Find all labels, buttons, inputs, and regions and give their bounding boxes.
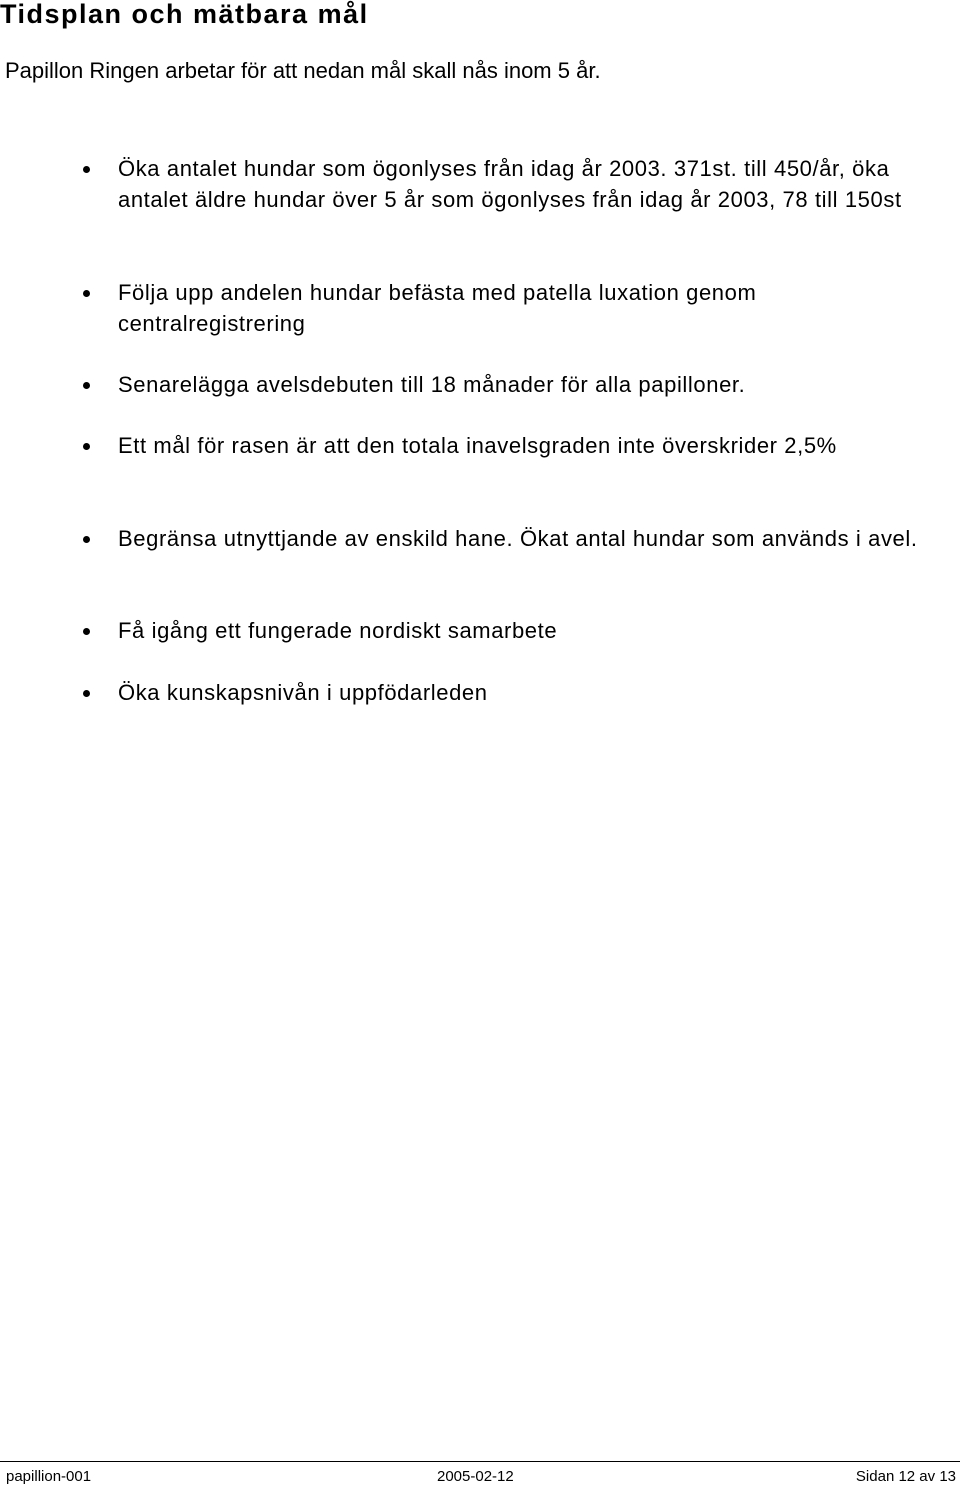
bullet-icon: [83, 290, 90, 297]
page-title: Tidsplan och mätbara mål: [0, 0, 369, 29]
goal-text: Följa upp andelen hundar befästa med patella luxation genom centralregistrering: [118, 280, 757, 336]
footer-document-id: papillion-001: [6, 1468, 92, 1485]
goal-text: Ett mål för rasen är att den totala inavelsgraden inte överskrider 2,5%: [118, 433, 837, 458]
bullet-icon: [83, 443, 90, 450]
goal-text: Begränsa utnyttjande av enskild hane. Ökat antal hundar som används i avel.: [118, 526, 918, 551]
goal-text: Senarelägga avelsdebuten till 18 månader för alla papilloner.: [118, 372, 746, 397]
goal-text: Öka antalet hundar som ögonlyses från idag år 2003. 371st. till 450/år, öka antalet äldre hundar över 5 år som ögonlyses från idag år 2003, 78 till 150st: [118, 156, 902, 212]
goal-text: Få igång ett fungerade nordiskt samarbete: [118, 618, 558, 643]
bullet-icon: [83, 166, 90, 173]
bullet-icon: [83, 690, 90, 697]
footer-date: 2005-02-12: [437, 1468, 514, 1485]
bullet-icon: [83, 382, 90, 389]
intro-paragraph: Papillon Ringen arbetar för att nedan mål skall nås inom 5 år.: [5, 58, 601, 83]
footer-page-number: Sidan 12 av 13: [855, 1468, 956, 1485]
page-footer: [0, 1461, 960, 1492]
bullet-icon: [83, 536, 90, 543]
goal-text: Öka kunskapsnivån i uppfödarleden: [118, 680, 488, 705]
bullet-icon: [83, 628, 90, 635]
